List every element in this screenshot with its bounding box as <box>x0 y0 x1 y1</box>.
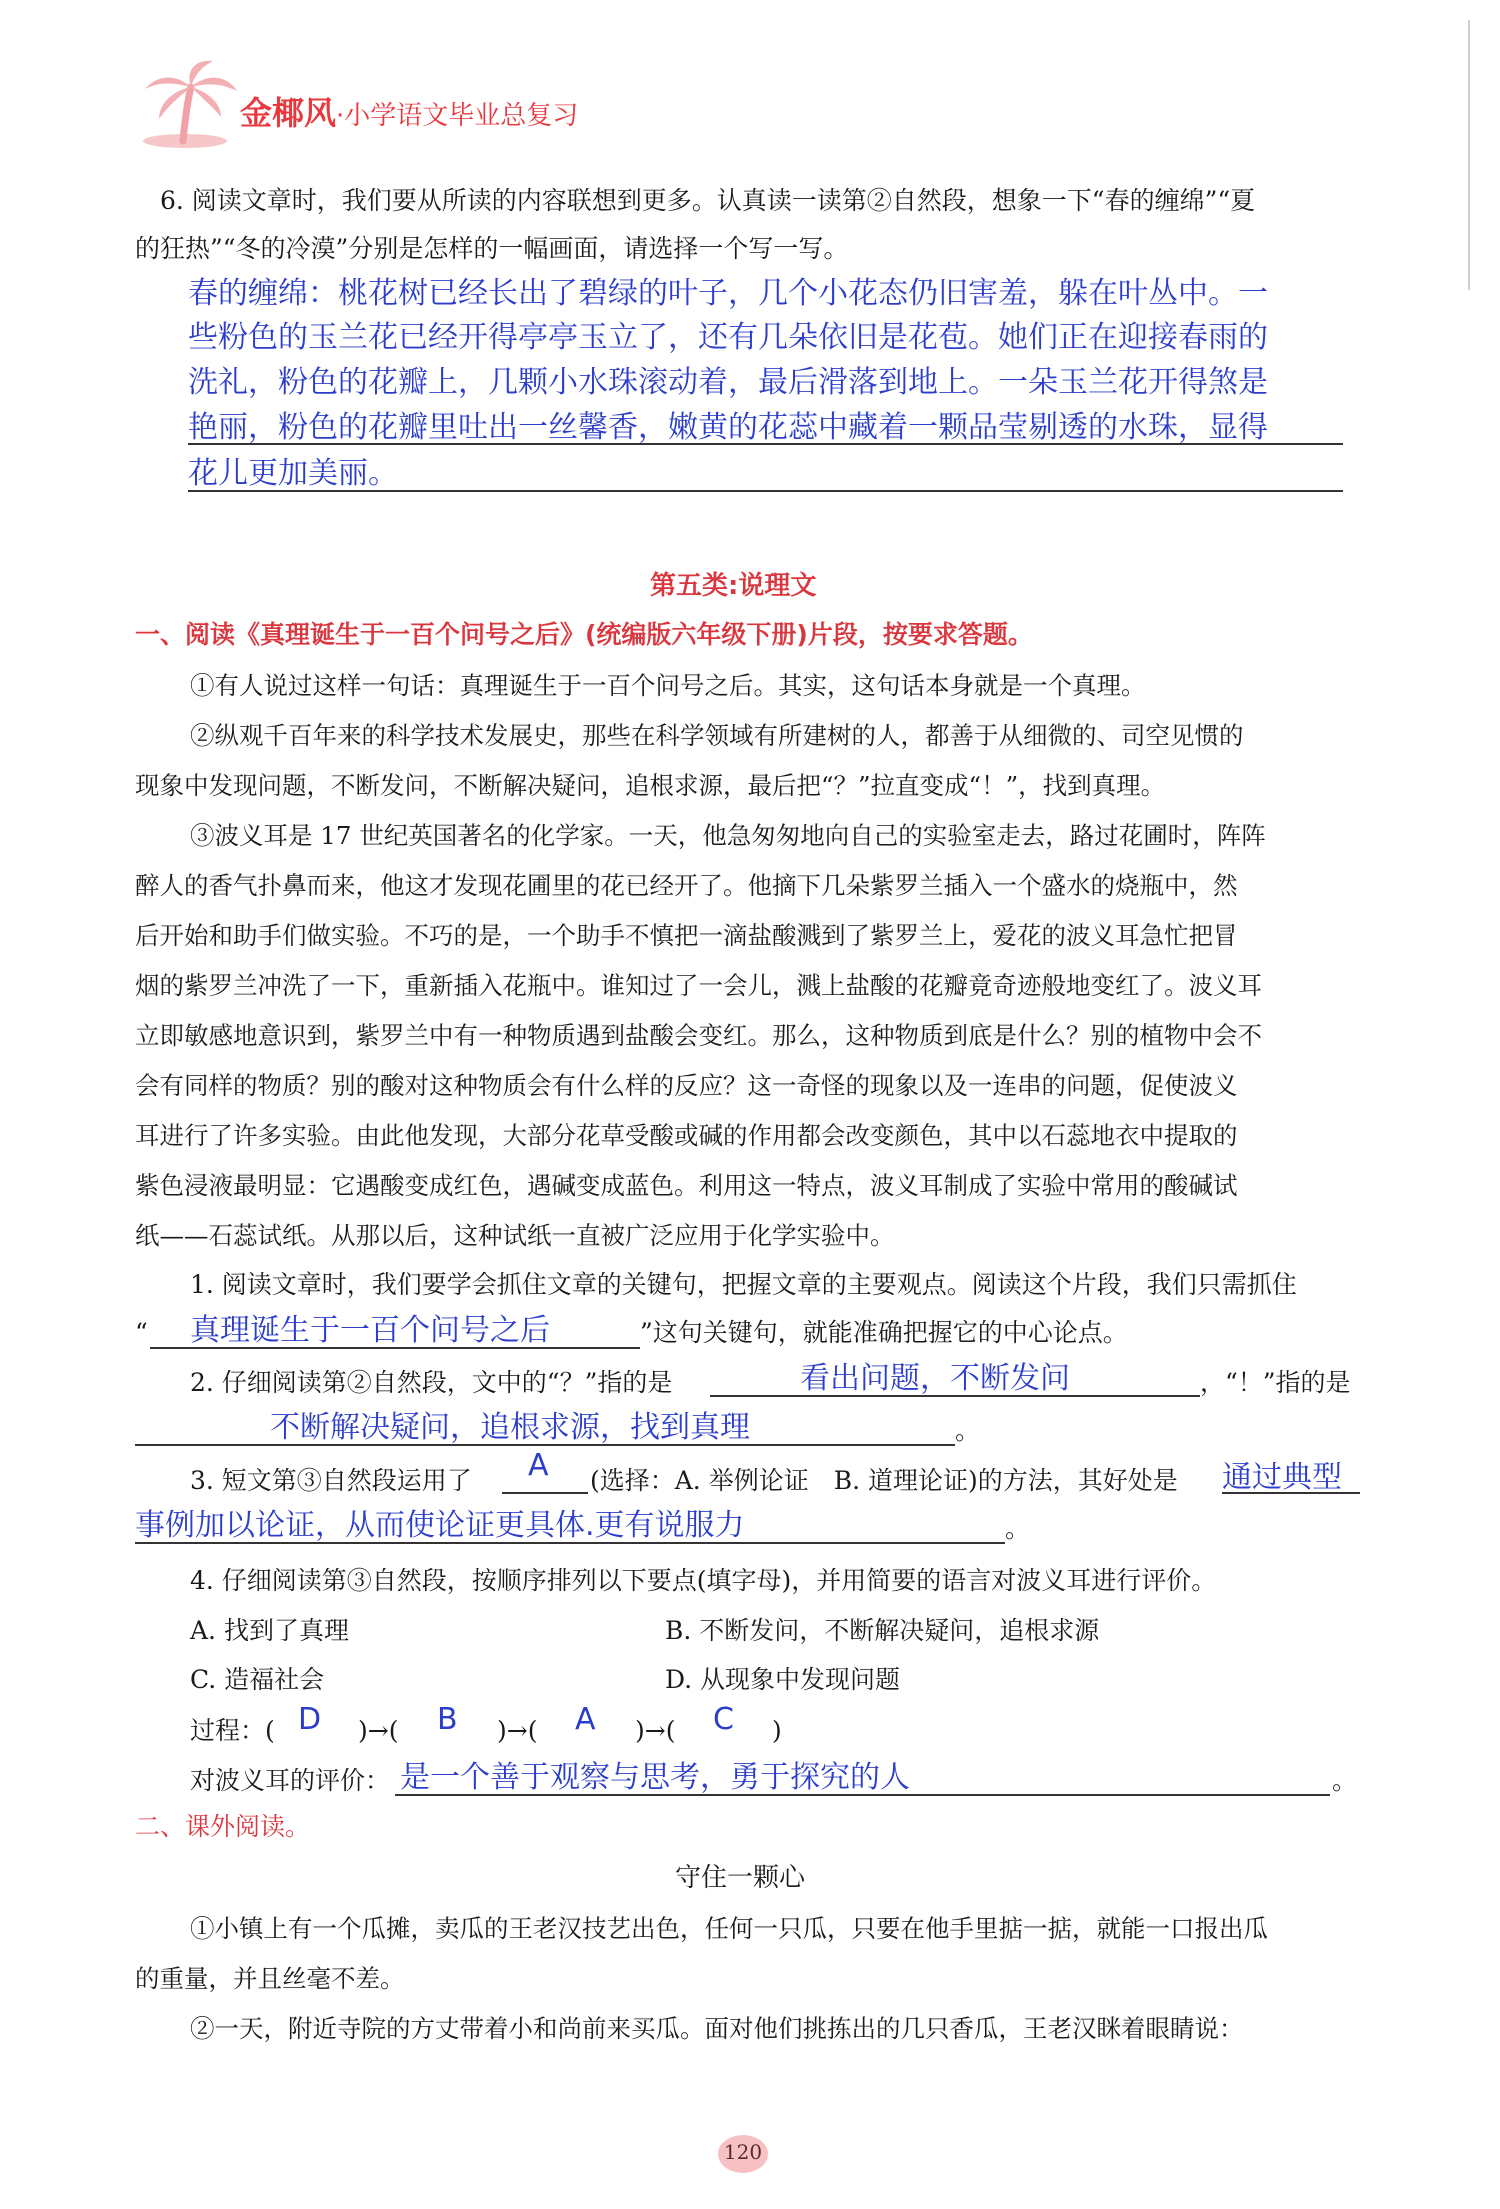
q2-answer1: 看出问题，不断发问 <box>800 1361 1070 1396</box>
q4-arrow-2: )→( <box>497 1716 538 1745</box>
q6-underline-4 <box>188 443 1343 445</box>
q4-option-d: D. 从现象中发现问题 <box>665 1665 901 1694</box>
passage-paragraph-3e: 立即敏感地意识到，紫罗兰中有一种物质遇到盐酸会变红。那么，这种物质到底是什么？别的植物中会不 <box>135 1021 1262 1050</box>
q2-answer2: 不断解决疑问，追根求源，找到真理 <box>270 1410 750 1445</box>
q4-eval-answer: 是一个善于观察与思考，勇于探究的人 <box>400 1760 910 1795</box>
q6-answer-line4: 艳丽，粉色的花瓣里吐出一丝馨香，嫩黄的花蕊中藏着一颗品莹剔透的水珠，显得 <box>188 410 1268 445</box>
q6-line1: 6. 阅读文章时，我们要从所读的内容联想到更多。认真读一读第②自然段，想象一下“春的缠绵”“夏 <box>160 186 1256 215</box>
passage-paragraph-3d: 烟的紫罗兰冲洗了一下，重新插入花瓶中。谁知过了一会儿，溅上盐酸的花瓣竟奇迹般地变红了。波义耳 <box>135 971 1262 1000</box>
part2-title: 守住一颗心 <box>675 1863 806 1893</box>
q1-answer-underline <box>150 1347 640 1349</box>
q4-prompt: 4. 仔细阅读第③自然段，按顺序排列以下要点(填字母)，并用简要的语言对波义耳进行评价。 <box>190 1566 1217 1595</box>
passage-paragraph-1: ①有人说过这样一句话：真理诞生于一百个问号之后。其实，这句话本身就是一个真理。 <box>190 671 1146 700</box>
brand-subtitle: 小学语文毕业总复习 <box>344 101 579 131</box>
q6-answer-line5: 花儿更加美丽。 <box>188 456 398 491</box>
q1-answer: 真理诞生于一百个问号之后 <box>190 1313 550 1348</box>
q3-answer-underline-1 <box>1222 1492 1360 1494</box>
q4-order-1: D <box>298 1702 322 1737</box>
q2-middle: ，“！”指的是 <box>1200 1368 1351 1397</box>
q3-choice: A <box>528 1448 549 1483</box>
q4-option-c: C. 造福社会 <box>190 1665 325 1694</box>
q4-order-3: A <box>575 1702 596 1737</box>
q3-middle: (选择：A. 举例论证 B. 道理论证)的方法，其好处是 <box>590 1466 1178 1495</box>
q2-end: 。 <box>955 1416 981 1445</box>
q3-end: 。 <box>1005 1514 1031 1543</box>
q6-line2: 的狂热”“冬的冷漠”分别是怎样的一幅画面，请选择一个写一写。 <box>135 234 849 263</box>
q4-option-a: A. 找到了真理 <box>190 1616 349 1645</box>
q2-prefix: 2. 仔细阅读第②自然段，文中的“？”指的是 <box>190 1368 673 1397</box>
q1-open-quote: “ <box>135 1318 148 1347</box>
q4-order-4: C <box>713 1702 734 1737</box>
q2-answer2-underline <box>135 1444 955 1446</box>
header-title <box>240 88 578 134</box>
section5-part1-heading: 一、阅读《真理诞生于一百个问号之后》(统编版六年级下册)片段，按要求答题。 <box>135 620 1033 649</box>
q4-eval-underline <box>395 1794 1330 1796</box>
q3-choice-underline <box>502 1492 588 1494</box>
passage-paragraph-3h: 紫色浸液最明显：它遇酸变成红色，遇碱变成蓝色。利用这一特点，波义耳制成了实验中常用的酸碱试 <box>135 1171 1238 1200</box>
q4-arrow-1: )→( <box>358 1716 399 1745</box>
q3-answer-underline-2 <box>135 1542 1005 1544</box>
passage-paragraph-3g: 耳进行了许多实验。由此他发现，大部分花草受酸或碱的作用都会改变颜色，其中以石蕊地衣中提取的 <box>135 1121 1238 1150</box>
passage-paragraph-3b: 醉人的香气扑鼻而来，他这才发现花圃里的花已经开了。他摘下几朵紫罗兰插入一个盛水的烧瓶中，然 <box>135 871 1238 900</box>
q3-answer-part2: 事例加以论证，从而使论证更具体.更有说服力 <box>135 1508 745 1543</box>
q6-answer-line1: 春的缠绵：桃花树已经长出了碧绿的叶子，几个小花态仍旧害羞，躲在叶丛中。一 <box>188 276 1268 311</box>
q4-arrow-3: )→( <box>635 1716 676 1745</box>
q4-process-label: 过程：( <box>190 1716 275 1745</box>
q4-order-2: B <box>437 1702 458 1737</box>
page-edge-line <box>1468 20 1470 290</box>
q6-answer-line3: 洗礼，粉色的花瓣上，几颗小水珠滚动着，最后滑落到地上。一朵玉兰花开得煞是 <box>188 365 1268 400</box>
part2-paragraph-2: ②一天，附近寺院的方丈带着小和尚前来买瓜。面对他们挑拣出的几只香瓜，王老汉眯着眼睛说： <box>190 2014 1244 2043</box>
q4-eval-end: 。 <box>1332 1766 1358 1795</box>
passage-paragraph-2a: ②纵观千百年来的科学技术发展史，那些在科学领域有所建树的人，都善于从细微的、司空见惯的 <box>190 721 1244 750</box>
section5-title: 第五类:说理文 <box>650 571 817 601</box>
part2-heading: 二、课外阅读。 <box>135 1812 311 1841</box>
passage-paragraph-3a: ③波义耳是 17 世纪英国著名的化学家。一天，他急匆匆地向自己的实验室走去，路过花圃时，阵阵 <box>190 821 1266 850</box>
q3-answer-part1: 通过典型 <box>1222 1460 1342 1495</box>
q2-answer1-underline <box>710 1395 1200 1397</box>
brand-dot: · <box>336 101 345 131</box>
passage-paragraph-2b: 现象中发现问题，不断发问，不断解决疑问，追根求源，最后把“？”拉直变成“！”，找到真理。 <box>135 771 1166 800</box>
page-number: 120 <box>723 2140 763 2164</box>
part2-paragraph-1b: 的重量，并且丝毫不差。 <box>135 1964 405 1993</box>
q4-close: ) <box>772 1716 782 1745</box>
q4-option-b: B. 不断发问，不断解决疑问，追根求源 <box>665 1616 1100 1645</box>
brand-name: 金椰风 <box>240 94 337 132</box>
q1-line1: 1. 阅读文章时，我们要学会抓住文章的关键句，把握文章的主要观点。阅读这个片段，我们只需抓住 <box>190 1270 1297 1299</box>
passage-paragraph-3f: 会有同样的物质？别的酸对这种物质会有什么样的反应？这一奇怪的现象以及一连串的问题，促使波义 <box>135 1071 1238 1100</box>
q6-underline-5 <box>188 490 1343 492</box>
q6-answer-line2: 些粉色的玉兰花已经开得亭亭玉立了，还有几朵依旧是花苞。她们正在迎接春雨的 <box>188 320 1268 355</box>
palm-tree-logo <box>135 55 245 150</box>
q4-eval-label: 对波义耳的评价： <box>190 1766 391 1795</box>
passage-paragraph-3i: 纸——石蕊试纸。从那以后，这种试纸一直被广泛应用于化学实验中。 <box>135 1221 895 1250</box>
part2-paragraph-1a: ①小镇上有一个瓜摊，卖瓜的王老汉技艺出色，任何一只瓜，只要在他手里掂一掂，就能一口报出瓜 <box>190 1914 1268 1943</box>
q3-prefix: 3. 短文第③自然段运用了 <box>190 1466 472 1495</box>
passage-paragraph-3c: 后开始和助手们做实验。不巧的是，一个助手不慎把一滴盐酸溅到了紫罗兰上，爱花的波义耳急忙把冒 <box>135 921 1238 950</box>
q1-after: ”这句关键句，就能准确把握它的中心论点。 <box>640 1318 1128 1347</box>
